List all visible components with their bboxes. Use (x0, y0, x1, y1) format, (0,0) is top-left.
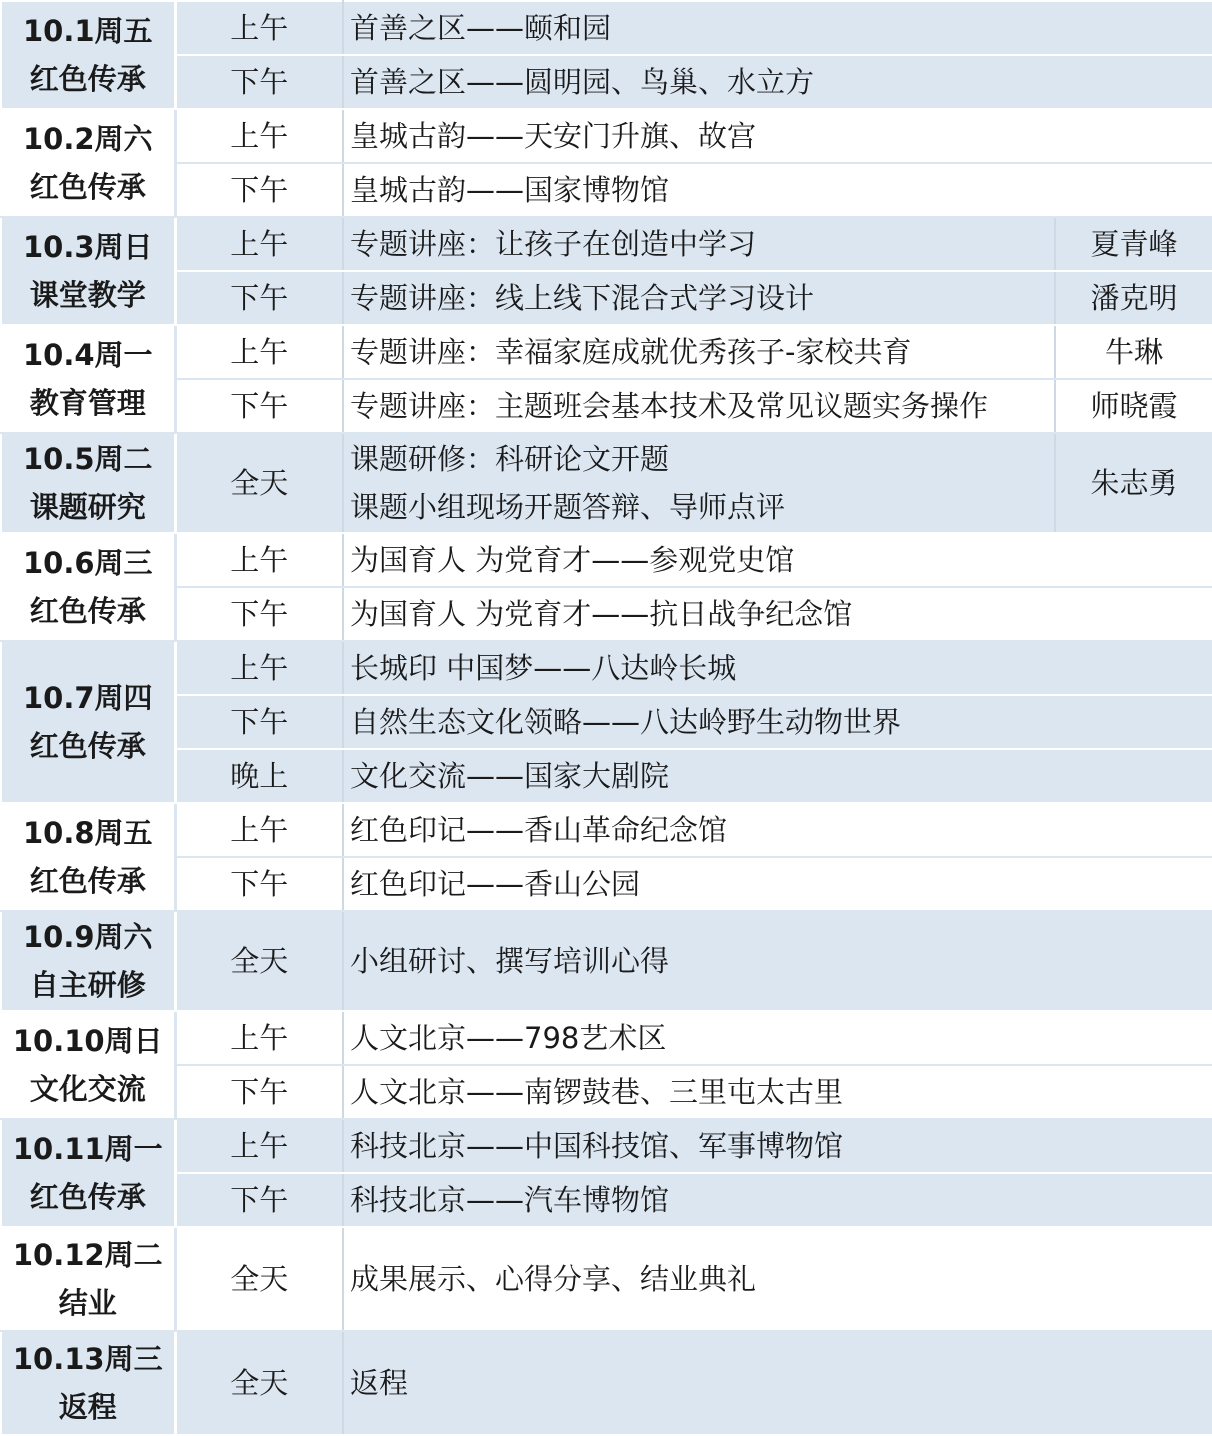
period-cell: 下午 (175, 379, 343, 433)
period-cell: 下午 (175, 587, 343, 641)
day-cell (1, 109, 175, 217)
activity-text: 自然生态文化领略——八达岭野生动物世界 (350, 705, 902, 739)
activity-text: 红色印记——香山公园 (350, 867, 641, 901)
activity-text: 为国育人 为党育才——抗日战争纪念馆 (350, 597, 853, 631)
lecturer-cell: 朱志勇 (1055, 433, 1212, 533)
day-cell (1, 533, 175, 641)
period-cell: 下午 (175, 163, 343, 217)
activity-text: 返程 (350, 1366, 409, 1400)
period-cell: 全天 (175, 1227, 343, 1331)
day-theme: 红色传承 (29, 62, 146, 96)
day-theme: 自主研修 (29, 968, 146, 1002)
activity-cell (343, 641, 1212, 695)
schedule-row (1, 433, 1212, 533)
schedule-row (1, 379, 1212, 433)
activity-cell (343, 857, 1212, 911)
schedule-row (1, 163, 1212, 217)
day-theme: 课题研究 (29, 490, 146, 524)
day-date: 10.8周五 (22, 816, 153, 850)
schedule-row (1, 1065, 1212, 1119)
activity-cell (343, 1119, 1212, 1173)
activity-text: 皇城古韵——天安门升旗、故宫 (350, 119, 757, 153)
activity-cell (343, 1011, 1212, 1065)
activity-cell (343, 271, 1055, 325)
day-date: 10.12周二 (12, 1238, 163, 1272)
day-date: 10.9周六 (22, 920, 153, 954)
activity-text: 专题讲座：让孩子在创造中学习 (350, 227, 757, 261)
day-theme: 返程 (58, 1390, 117, 1424)
activity-cell (343, 1065, 1212, 1119)
day-theme: 红色传承 (29, 170, 146, 204)
schedule-row (1, 641, 1212, 695)
schedule-row (1, 109, 1212, 163)
day-date: 10.4周一 (22, 338, 153, 372)
lecturer-cell: 牛琳 (1055, 325, 1212, 379)
period-cell: 下午 (175, 695, 343, 749)
period-cell: 上午 (175, 533, 343, 587)
activity-cell (343, 217, 1055, 271)
schedule-row (1, 803, 1212, 857)
period-cell: 上午 (175, 641, 343, 695)
activity-text: 小组研讨、撰写培训心得 (350, 944, 670, 978)
activity-cell (343, 533, 1212, 587)
period-cell: 下午 (175, 271, 343, 325)
day-theme: 结业 (58, 1286, 117, 1320)
activity-text: 人文北京——南锣鼓巷、三里屯太古里 (350, 1075, 844, 1109)
lecturer-cell: 潘克明 (1055, 271, 1212, 325)
schedule-row (1, 1119, 1212, 1173)
day-cell (1, 217, 175, 325)
day-date: 10.13周三 (12, 1342, 163, 1376)
period-cell: 下午 (175, 1065, 343, 1119)
day-cell (1, 433, 175, 533)
schedule-row (1, 1, 1212, 55)
activity-cell (343, 1173, 1212, 1227)
lecturer-cell: 夏青峰 (1055, 217, 1212, 271)
period-cell: 全天 (175, 433, 343, 533)
schedule-row (1, 1331, 1212, 1435)
day-date: 10.10周日 (12, 1024, 163, 1058)
day-cell (1, 1011, 175, 1119)
period-cell: 上午 (175, 1011, 343, 1065)
period-cell: 下午 (175, 857, 343, 911)
day-theme: 红色传承 (29, 1180, 146, 1214)
activity-text: 专题讲座：主题班会基本技术及常见议题实务操作 (350, 389, 989, 423)
day-date: 10.1周五 (22, 14, 153, 48)
day-cell (1, 803, 175, 911)
period-cell: 上午 (175, 1, 343, 55)
day-cell (1, 325, 175, 433)
schedule-body (1, 1, 1212, 1435)
period-cell: 全天 (175, 1331, 343, 1435)
period-cell: 下午 (175, 1173, 343, 1227)
activity-text: 专题讲座：线上线下混合式学习设计 (350, 281, 815, 315)
activity-text: 成果展示、心得分享、结业典礼 (350, 1262, 757, 1296)
period-cell: 上午 (175, 109, 343, 163)
activity-text: 皇城古韵——国家博物馆 (350, 173, 670, 207)
day-theme: 课堂教学 (29, 278, 146, 312)
activity-cell (343, 695, 1212, 749)
day-theme: 红色传承 (29, 864, 146, 898)
schedule-row (1, 695, 1212, 749)
activity-cell (343, 911, 1212, 1011)
day-date: 10.5周二 (22, 442, 153, 476)
day-cell (1, 1331, 175, 1435)
day-date: 10.2周六 (22, 122, 153, 156)
activity-cell (343, 379, 1055, 433)
activity-text: 科技北京——中国科技馆、军事博物馆 (350, 1129, 844, 1163)
activity-cell (343, 749, 1212, 803)
lecturer-cell: 师晓霞 (1055, 379, 1212, 433)
activity-text: 为国育人 为党育才——参观党史馆 (350, 543, 795, 577)
activity-cell (343, 803, 1212, 857)
day-cell (1, 1, 175, 109)
schedule-row (1, 1227, 1212, 1331)
activity-cell (343, 163, 1212, 217)
period-cell: 上午 (175, 217, 343, 271)
activity-cell (343, 587, 1212, 641)
activity-text: 专题讲座：幸福家庭成就优秀孩子-家校共育 (350, 335, 912, 369)
activity-cell (343, 1227, 1212, 1331)
day-cell (1, 1227, 175, 1331)
period-cell: 上午 (175, 803, 343, 857)
day-theme: 教育管理 (29, 386, 146, 420)
period-cell: 上午 (175, 1119, 343, 1173)
activity-text: 红色印记——香山革命纪念馆 (350, 813, 728, 847)
activity-cell (343, 109, 1212, 163)
schedule-row (1, 911, 1212, 1011)
day-theme: 红色传承 (29, 729, 146, 763)
day-date: 10.3周日 (22, 230, 153, 264)
schedule-row (1, 587, 1212, 641)
activity-text: 文化交流——国家大剧院 (350, 759, 670, 793)
schedule-row (1, 749, 1212, 803)
day-date: 10.6周三 (22, 546, 153, 580)
period-cell: 上午 (175, 325, 343, 379)
day-cell (1, 911, 175, 1011)
schedule-row (1, 1011, 1212, 1065)
period-cell: 下午 (175, 55, 343, 109)
activity-cell (343, 1331, 1212, 1435)
day-date: 10.7周四 (22, 681, 153, 715)
schedule-row (1, 271, 1212, 325)
activity-cell (343, 55, 1212, 109)
schedule-row (1, 857, 1212, 911)
activity-text: 科技北京——汽车博物馆 (350, 1183, 670, 1217)
activity-text: 首善之区——颐和园 (350, 11, 612, 45)
day-theme: 文化交流 (29, 1072, 146, 1106)
schedule-row (1, 1173, 1212, 1227)
day-theme: 红色传承 (29, 594, 146, 628)
activity-text: 长城印 中国梦——八达岭长城 (350, 651, 737, 685)
activity-text: 人文北京——798艺术区 (350, 1021, 667, 1055)
activity-text: 课题研修：科研论文开题 (350, 442, 670, 476)
day-cell (1, 1119, 175, 1227)
schedule-row (1, 217, 1212, 271)
activity-cell (343, 1, 1212, 55)
schedule-row (1, 325, 1212, 379)
schedule-row (1, 55, 1212, 109)
activity-text: 课题小组现场开题答辩、导师点评 (350, 490, 786, 524)
activity-cell (343, 433, 1055, 533)
activity-cell (343, 325, 1055, 379)
day-date: 10.11周一 (12, 1132, 163, 1166)
activity-text: 首善之区——圆明园、鸟巢、水立方 (350, 65, 815, 99)
period-cell: 晚上 (175, 749, 343, 803)
day-cell (1, 641, 175, 803)
period-cell: 全天 (175, 911, 343, 1011)
schedule-row (1, 533, 1212, 587)
